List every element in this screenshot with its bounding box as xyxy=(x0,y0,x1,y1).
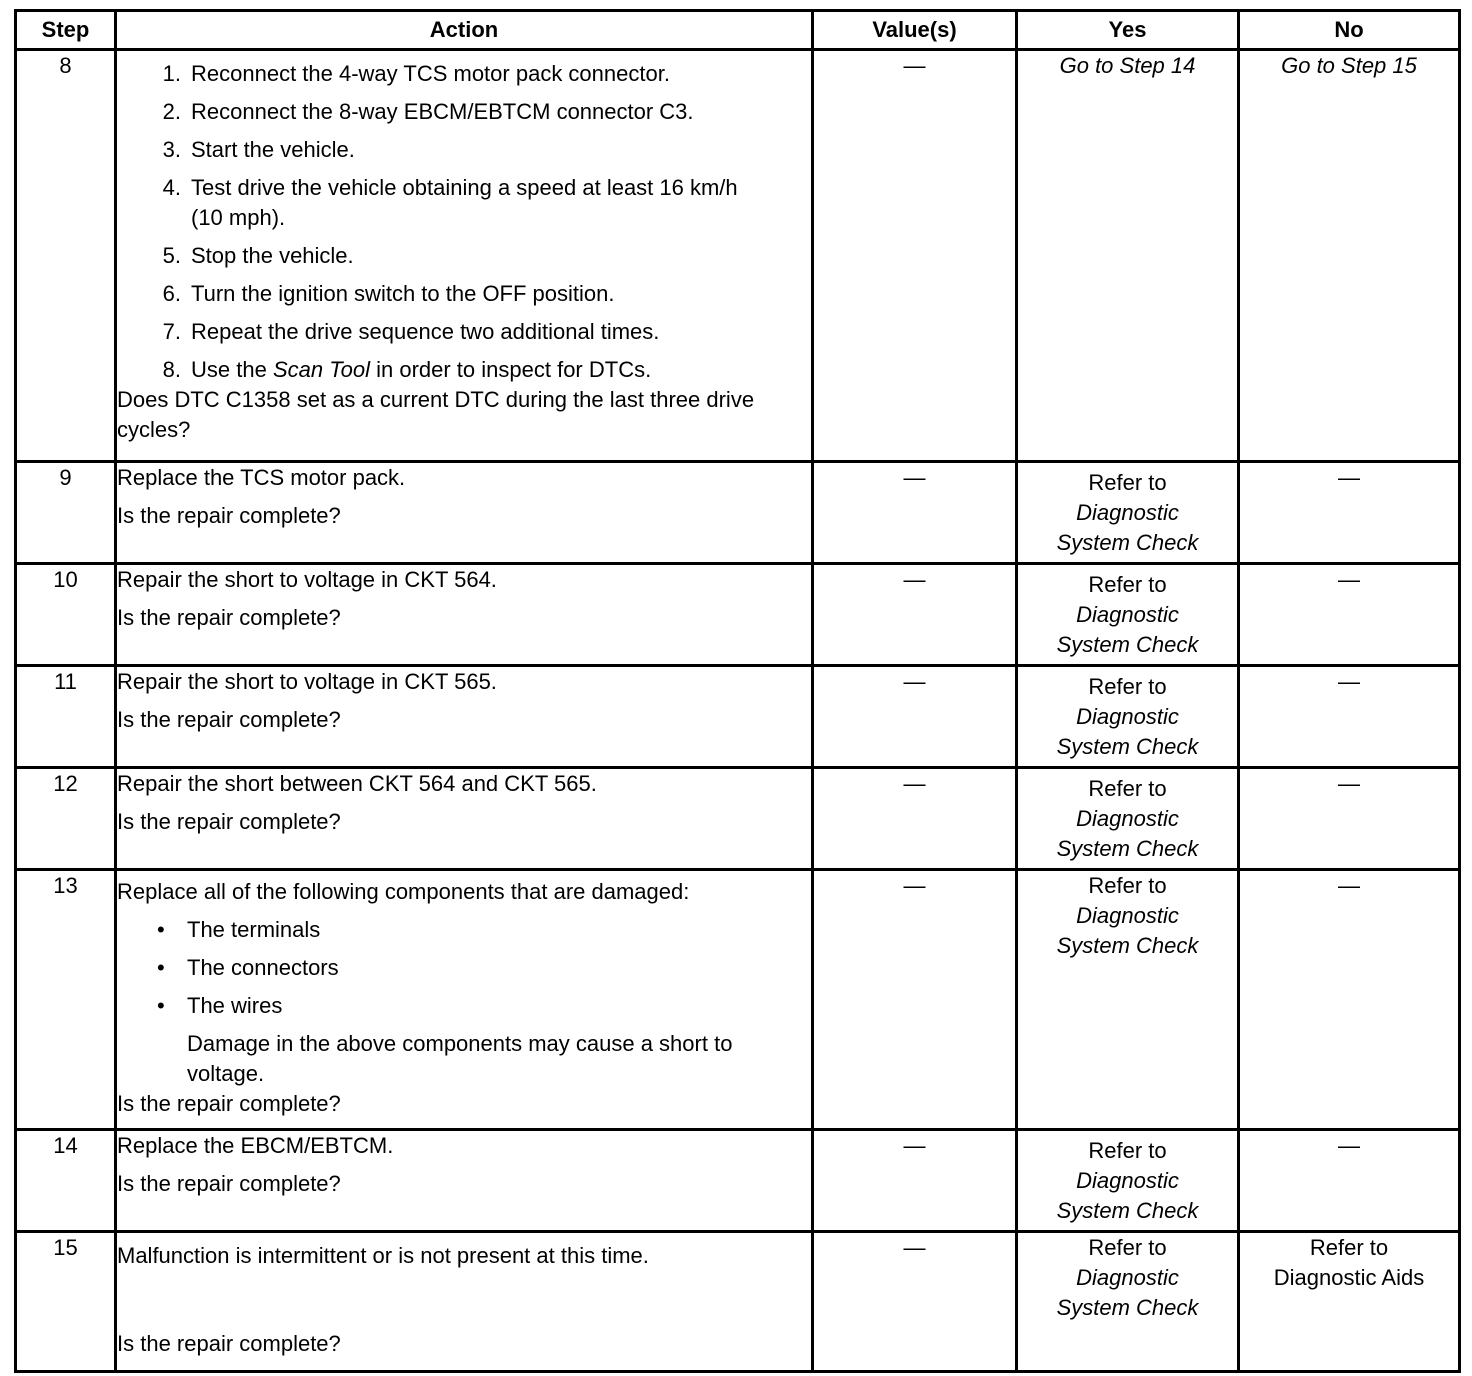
step-number: 13 xyxy=(16,870,116,1130)
action-note: Damage in the above components may cause a short to voltage. xyxy=(187,1031,733,1086)
action-question: Is the repair complete? xyxy=(117,809,341,834)
value-cell: — xyxy=(813,564,1017,666)
refer-link: Diagnostic xyxy=(1076,703,1179,729)
action-cell xyxy=(116,564,813,666)
table-row xyxy=(16,1232,1460,1372)
yes-cell xyxy=(1017,462,1239,564)
no-cell xyxy=(1239,1232,1460,1372)
yes-cell xyxy=(1017,768,1239,870)
list-item: • The terminals xyxy=(157,917,321,942)
value-cell: — xyxy=(813,870,1017,1130)
value-cell: — xyxy=(813,768,1017,870)
value-cell: — xyxy=(813,50,1017,462)
action-step: 8. Use the Scan Tool in order to inspect for DTCs. xyxy=(162,357,652,382)
refer-link: Diagnostic xyxy=(1076,903,1179,928)
table-row xyxy=(16,768,1460,870)
step-number: 14 xyxy=(16,1130,116,1232)
yes-goto: Go to Step 14 xyxy=(1059,53,1196,78)
action-cell xyxy=(116,1232,813,1372)
action-step: 5. Stop the vehicle. xyxy=(162,243,354,268)
action-step: 2. Reconnect the 8-way EBCM/EBTCM connector C3. xyxy=(162,99,694,124)
step-number: 8 xyxy=(16,50,116,462)
action-text: Replace the TCS motor pack. xyxy=(117,465,406,490)
diagnostic-aids-link: Diagnostic Aids xyxy=(1273,1265,1425,1290)
step-number: 11 xyxy=(16,666,116,768)
yes-cell xyxy=(1017,564,1239,666)
yes-cell xyxy=(1017,1232,1239,1372)
action-cell xyxy=(116,1130,813,1232)
refer-link: System Check xyxy=(1056,733,1199,759)
refer-line: Refer to xyxy=(1309,1235,1389,1260)
no-cell: — xyxy=(1239,564,1460,666)
yes-cell xyxy=(1017,870,1239,1130)
action-text: Replace the EBCM/EBTCM. xyxy=(117,1133,394,1158)
action-step: 1. Reconnect the 4-way TCS motor pack connector. xyxy=(162,61,670,86)
action-question: Does DTC C1358 set as a current DTC during the last three drive cycles? xyxy=(117,387,755,442)
no-cell: — xyxy=(1239,768,1460,870)
refer-line: Refer to xyxy=(1088,775,1167,801)
action-question: Is the repair complete? xyxy=(117,1091,341,1116)
yes-cell xyxy=(1017,666,1239,768)
no-cell xyxy=(1239,50,1460,462)
refer-line: Refer to xyxy=(1088,1235,1167,1260)
refer-link: System Check xyxy=(1056,933,1199,958)
step-number: 15 xyxy=(16,1232,116,1372)
refer-link: System Check xyxy=(1056,835,1199,861)
refer-link: System Check xyxy=(1056,1295,1199,1320)
action-step: 6. Turn the ignition switch to the OFF position. xyxy=(162,281,615,306)
refer-line: Refer to xyxy=(1088,571,1167,597)
refer-link: System Check xyxy=(1056,1197,1199,1223)
refer-link: Diagnostic xyxy=(1076,805,1179,831)
header-action: Action xyxy=(116,11,813,50)
no-cell: — xyxy=(1239,462,1460,564)
header-yes: Yes xyxy=(1017,11,1239,50)
header-row xyxy=(16,11,1460,50)
step-number: 12 xyxy=(16,768,116,870)
list-item: • The wires xyxy=(157,993,283,1018)
action-text: Replace all of the following components that are damaged: xyxy=(117,879,690,904)
action-question: Is the repair complete? xyxy=(117,1331,341,1356)
no-cell: — xyxy=(1239,1130,1460,1232)
refer-line: Refer to xyxy=(1088,873,1167,898)
action-cell xyxy=(116,768,813,870)
table-row xyxy=(16,666,1460,768)
action-text: Repair the short between CKT 564 and CKT 565. xyxy=(117,771,597,796)
refer-line: Refer to xyxy=(1088,673,1167,699)
refer-link: Diagnostic xyxy=(1076,601,1179,627)
step-number: 9 xyxy=(16,462,116,564)
action-steps xyxy=(117,59,811,385)
action-step: 4. Test drive the vehicle obtaining a speed at least 16 km/h (10 mph). xyxy=(162,175,738,230)
header-no: No xyxy=(1239,11,1460,50)
value-cell: — xyxy=(813,1130,1017,1232)
refer-link: Diagnostic xyxy=(1076,1265,1179,1290)
action-question: Is the repair complete? xyxy=(117,605,341,630)
action-question: Is the repair complete? xyxy=(117,503,341,528)
action-question: Is the repair complete? xyxy=(117,1171,341,1196)
scan-tool-term: Scan Tool xyxy=(272,357,370,382)
refer-link: System Check xyxy=(1056,631,1199,657)
action-question: Is the repair complete? xyxy=(117,707,341,732)
no-cell: — xyxy=(1239,666,1460,768)
header-step: Step xyxy=(16,11,116,50)
refer-link: Diagnostic xyxy=(1076,499,1179,525)
table-row xyxy=(16,564,1460,666)
table-row xyxy=(16,462,1460,564)
refer-line: Refer to xyxy=(1088,1137,1167,1163)
value-cell: — xyxy=(813,1232,1017,1372)
table-row xyxy=(16,1130,1460,1232)
no-cell: — xyxy=(1239,870,1460,1130)
action-cell xyxy=(116,462,813,564)
header-values: Value(s) xyxy=(813,11,1017,50)
no-goto: Go to Step 15 xyxy=(1281,53,1417,78)
yes-cell xyxy=(1017,1130,1239,1232)
step-number: 10 xyxy=(16,564,116,666)
value-cell: — xyxy=(813,666,1017,768)
action-cell xyxy=(116,666,813,768)
refer-link: Diagnostic xyxy=(1076,1167,1179,1193)
component-list xyxy=(117,915,811,1021)
action-text: Malfunction is intermittent or is not present at this time. xyxy=(117,1243,649,1268)
value-cell: — xyxy=(813,462,1017,564)
action-step: 3. Start the vehicle. xyxy=(162,137,355,162)
yes-cell xyxy=(1017,50,1239,462)
action-cell xyxy=(116,50,813,462)
action-cell xyxy=(116,870,813,1130)
refer-link: System Check xyxy=(1056,529,1199,555)
table-row xyxy=(16,50,1460,462)
action-step: 7. Repeat the drive sequence two additional times. xyxy=(162,319,660,344)
refer-line: Refer to xyxy=(1088,469,1167,495)
action-text: Repair the short to voltage in CKT 565. xyxy=(117,669,497,694)
diagnostic-table xyxy=(14,9,1461,1373)
list-item: • The connectors xyxy=(157,955,339,980)
action-text: Repair the short to voltage in CKT 564. xyxy=(117,567,497,592)
table-row xyxy=(16,870,1460,1130)
